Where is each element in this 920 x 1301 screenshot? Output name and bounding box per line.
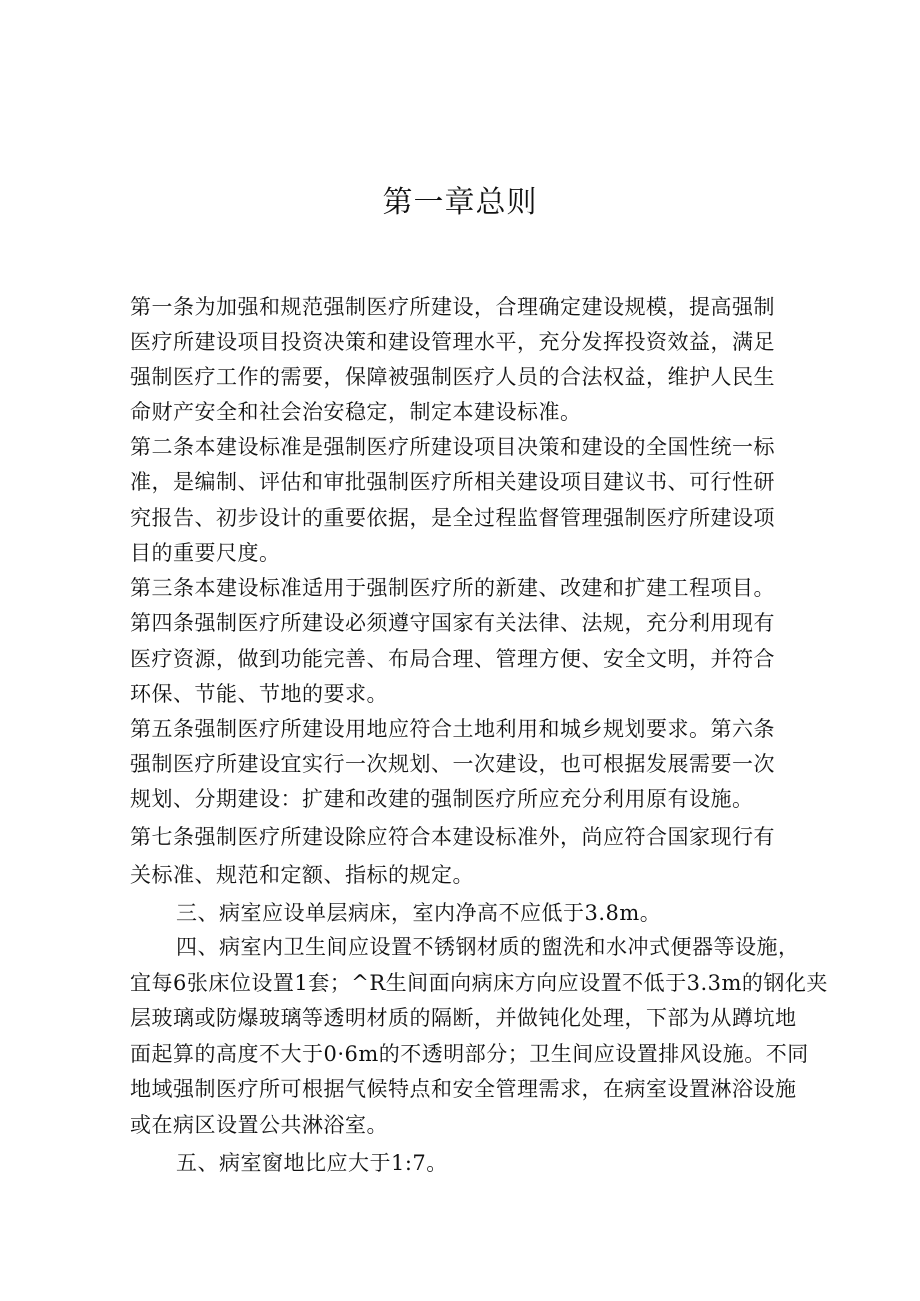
- text-line: 第一条为加强和规范强制医疗所建设，合理确定建设规模，提高强制: [130, 295, 775, 319]
- text-line: 四、病室内卫生间应设置不锈钢材质的盥洗和水冲式便器等设施，: [176, 935, 800, 959]
- text-line: 规划、分期建设：扩建和改建的强制医疗所应充分利用原有设施。: [130, 787, 754, 811]
- chapter-title: 第一章总则: [382, 185, 538, 220]
- text-line: 第七条强制医疗所建设除应符合本建设标准外，尚应符合国家现行有: [130, 825, 775, 849]
- text-line: 医疗资源，做到功能完善、布局合理、管理方便、安全文明，并符合: [130, 647, 775, 671]
- text-line: 命财产安全和社会治安稳定，制定本建设标准。: [130, 400, 582, 424]
- text-line: 宜每6张床位设置1套；^R生间面向病床方向应设置不低于3.3m的钢化夹: [130, 971, 828, 995]
- text-line: 强制医疗所建设宜实行一次规划、一次建设，也可根据发展需要一次: [130, 752, 775, 776]
- text-line: 医疗所建设项目投资决策和建设管理水平，充分发挥投资效益，满足: [130, 330, 775, 354]
- text-line: 第四条强制医疗所建设必须遵守国家有关法律、法规，充分利用现有: [130, 611, 775, 635]
- text-line: 准，是编制、评估和审批强制医疗所相关建设项目建议书、可行性研: [130, 470, 775, 494]
- text-line: 三、病室应设单层病床，室内净高不应低于3.8m。: [176, 901, 662, 925]
- text-line: 第三条本建设标准适用于强制医疗所的新建、改建和扩建工程项目。: [130, 576, 775, 600]
- text-line: 面起算的高度不大于0·6m的不透明部分；卫生间应设置排风设施。不同: [130, 1042, 809, 1066]
- text-line: 第二条本建设标准是强制医疗所建设项目决策和建设的全国性统一标: [130, 435, 775, 459]
- text-line: 或在病区设置公共淋浴室。: [130, 1113, 388, 1137]
- text-line: 目的重要尺度。: [130, 541, 281, 565]
- text-line: 关标准、规范和定额、指标的规定。: [130, 863, 474, 887]
- text-line: 五、病室窗地比应大于1:7。: [176, 1151, 448, 1175]
- text-line: 强制医疗工作的需要，保障被强制医疗人员的合法权益，维护人民生: [130, 365, 775, 389]
- text-line: 第五条强制医疗所建设用地应符合土地利用和城乡规划要求。第六条: [130, 717, 775, 741]
- text-line: 环保、节能、节地的要求。: [130, 682, 388, 706]
- text-line: 地域强制医疗所可根据气候特点和安全管理需求，在病室设置淋浴设施: [130, 1077, 797, 1101]
- text-line: 究报告、初步设计的重要依据，是全过程监督管理强制医疗所建设项: [130, 506, 775, 530]
- text-line: 层玻璃或防爆玻璃等透明材质的隔断，并做钝化处理，下部为从蹲坑地: [130, 1006, 797, 1030]
